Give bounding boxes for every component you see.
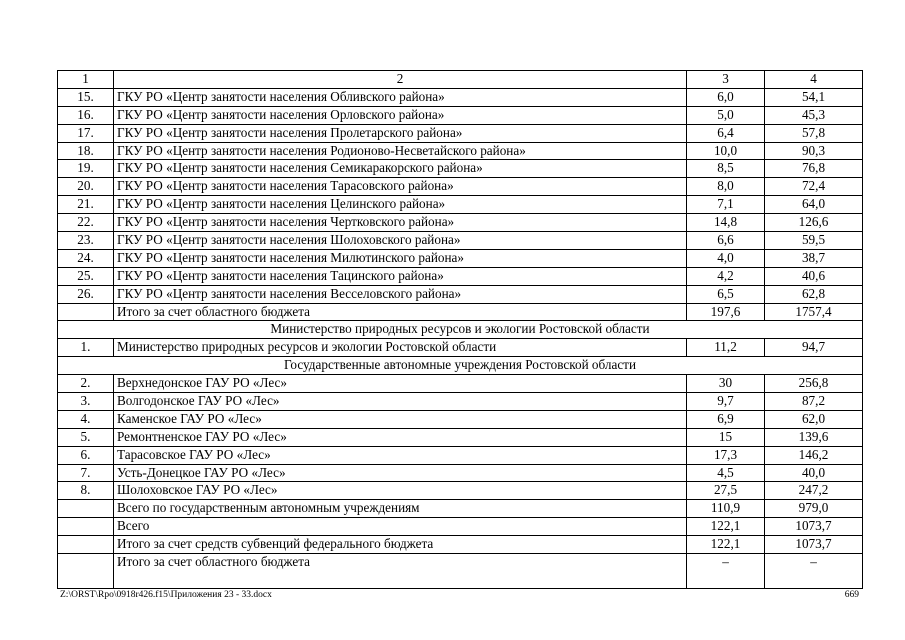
row-value-col4: 1073,7: [765, 518, 863, 536]
row-number: 7.: [58, 464, 114, 482]
row-name: Министерство природных ресурсов и экологии Ростовской области: [114, 339, 687, 357]
row-number: [58, 500, 114, 518]
row-value-col4: 1073,7: [765, 536, 863, 554]
row-value-col4: 40,6: [765, 267, 863, 285]
row-number: 18.: [58, 142, 114, 160]
row-number: 16.: [58, 106, 114, 124]
table-row: [58, 124, 863, 142]
row-number: 3.: [58, 393, 114, 411]
row-name: Итого за счет средств субвенций федерального бюджета: [114, 536, 687, 554]
table-row: [58, 106, 863, 124]
row-value-col4: 247,2: [765, 482, 863, 500]
row-value-col4: 62,8: [765, 285, 863, 303]
table-row: [58, 214, 863, 232]
row-value-col3: 4,5: [687, 464, 765, 482]
row-value-col4: 1757,4: [765, 303, 863, 321]
row-number: [58, 554, 114, 589]
row-value-col4: 54,1: [765, 88, 863, 106]
row-name: Тарасовское ГАУ РО «Лес»: [114, 446, 687, 464]
row-value-col4: 72,4: [765, 178, 863, 196]
row-value-col3: 110,9: [687, 500, 765, 518]
row-name: ГКУ РО «Центр занятости населения Тацинского района»: [114, 267, 687, 285]
row-value-col3: 27,5: [687, 482, 765, 500]
row-value-col3: 10,0: [687, 142, 765, 160]
table-row: [58, 267, 863, 285]
table-row: [58, 393, 863, 411]
row-value-col3: 14,8: [687, 214, 765, 232]
row-value-col3: 8,0: [687, 178, 765, 196]
row-value-col3: 4,0: [687, 249, 765, 267]
row-value-col3: 6,0: [687, 88, 765, 106]
row-name: ГКУ РО «Центр занятости населения Чертковского района»: [114, 214, 687, 232]
row-name: ГКУ РО «Центр занятости населения Шолоховского района»: [114, 232, 687, 250]
row-value-col4: 40,0: [765, 464, 863, 482]
table-row: [58, 500, 863, 518]
table-row: [58, 88, 863, 106]
row-name: ГКУ РО «Центр занятости населения Весселовского района»: [114, 285, 687, 303]
table-row: [58, 303, 863, 321]
table-row: [58, 554, 863, 589]
row-number: 22.: [58, 214, 114, 232]
row-value-col4: 146,2: [765, 446, 863, 464]
row-number: [58, 303, 114, 321]
row-value-col4: 126,6: [765, 214, 863, 232]
table-row: [58, 518, 863, 536]
row-value-col4: 62,0: [765, 410, 863, 428]
row-value-col4: 256,8: [765, 375, 863, 393]
row-name: Всего по государственным автономным учреждениям: [114, 500, 687, 518]
table-row: [58, 428, 863, 446]
row-number: 24.: [58, 249, 114, 267]
section-heading: Государственные автономные учреждения Ростовской области: [58, 357, 863, 375]
row-value-col3: 17,3: [687, 446, 765, 464]
row-value-col3: 30: [687, 375, 765, 393]
table-row: [58, 232, 863, 250]
row-number: [58, 536, 114, 554]
row-value-col4: 64,0: [765, 196, 863, 214]
row-name: Шолоховское ГАУ РО «Лес»: [114, 482, 687, 500]
budget-table: [57, 70, 863, 589]
row-number: 4.: [58, 410, 114, 428]
row-name: Ремонтненское ГАУ РО «Лес»: [114, 428, 687, 446]
row-name: ГКУ РО «Центр занятости населения Семикаракорского района»: [114, 160, 687, 178]
section-heading: Министерство природных ресурсов и экологии Ростовской области: [58, 321, 863, 339]
column-header-2: 2: [114, 71, 687, 89]
row-value-col4: 45,3: [765, 106, 863, 124]
table-row: [58, 446, 863, 464]
table-row: [58, 178, 863, 196]
section-heading-row: [58, 321, 863, 339]
row-value-col3: 11,2: [687, 339, 765, 357]
row-name: ГКУ РО «Центр занятости населения Обливского района»: [114, 88, 687, 106]
column-header-4: 4: [765, 71, 863, 89]
row-value-col3: 7,1: [687, 196, 765, 214]
row-value-col3: 6,5: [687, 285, 765, 303]
row-value-col3: –: [687, 554, 765, 589]
column-header-1: 1: [58, 71, 114, 89]
row-number: 20.: [58, 178, 114, 196]
row-name: ГКУ РО «Центр занятости населения Тарасовского района»: [114, 178, 687, 196]
table-row: [58, 142, 863, 160]
row-name: ГКУ РО «Центр занятости населения Целинского района»: [114, 196, 687, 214]
row-number: 1.: [58, 339, 114, 357]
table-row: [58, 375, 863, 393]
table-row: [58, 196, 863, 214]
row-value-col4: 59,5: [765, 232, 863, 250]
row-name: Волгодонское ГАУ РО «Лес»: [114, 393, 687, 411]
row-value-col3: 6,6: [687, 232, 765, 250]
table-row: [58, 285, 863, 303]
table-row: [58, 410, 863, 428]
table-header-row: [58, 71, 863, 89]
table-row: [58, 482, 863, 500]
row-number: 2.: [58, 375, 114, 393]
table-row: [58, 339, 863, 357]
table-row: [58, 249, 863, 267]
row-number: 5.: [58, 428, 114, 446]
row-number: 15.: [58, 88, 114, 106]
row-value-col3: 197,6: [687, 303, 765, 321]
row-value-col3: 8,5: [687, 160, 765, 178]
row-value-col4: 57,8: [765, 124, 863, 142]
footer-file-path: Z:\ORST\Rpo\0918r426.f15\Приложения 23 - 33.docx: [60, 590, 272, 600]
table-row: [58, 464, 863, 482]
row-name: ГКУ РО «Центр занятости населения Орловского района»: [114, 106, 687, 124]
row-name: ГКУ РО «Центр занятости населения Родионово-Несветайского района»: [114, 142, 687, 160]
table-row: [58, 536, 863, 554]
row-number: [58, 518, 114, 536]
row-name: Верхнедонское ГАУ РО «Лес»: [114, 375, 687, 393]
row-name: Всего: [114, 518, 687, 536]
row-number: 21.: [58, 196, 114, 214]
row-value-col3: 5,0: [687, 106, 765, 124]
row-value-col4: 38,7: [765, 249, 863, 267]
row-value-col4: 979,0: [765, 500, 863, 518]
row-value-col3: 122,1: [687, 518, 765, 536]
row-name: Усть-Донецкое ГАУ РО «Лес»: [114, 464, 687, 482]
row-value-col4: 90,3: [765, 142, 863, 160]
row-value-col3: 6,9: [687, 410, 765, 428]
row-value-col4: 87,2: [765, 393, 863, 411]
row-value-col3: 122,1: [687, 536, 765, 554]
footer-page-number: 669: [844, 590, 859, 600]
row-name: Итого за счет областного бюджета: [114, 303, 687, 321]
row-value-col4: 76,8: [765, 160, 863, 178]
row-number: 8.: [58, 482, 114, 500]
row-value-col3: 4,2: [687, 267, 765, 285]
column-header-3: 3: [687, 71, 765, 89]
table-row: [58, 160, 863, 178]
row-number: 17.: [58, 124, 114, 142]
row-number: 26.: [58, 285, 114, 303]
section-heading-row: [58, 357, 863, 375]
row-number: 23.: [58, 232, 114, 250]
row-value-col3: 6,4: [687, 124, 765, 142]
row-name: ГКУ РО «Центр занятости населения Милютинского района»: [114, 249, 687, 267]
row-value-col3: 9,7: [687, 393, 765, 411]
table-body: [58, 71, 863, 589]
row-value-col3: 15: [687, 428, 765, 446]
row-number: 19.: [58, 160, 114, 178]
row-number: 6.: [58, 446, 114, 464]
row-name: Каменское ГАУ РО «Лес»: [114, 410, 687, 428]
row-value-col4: 139,6: [765, 428, 863, 446]
row-name: ГКУ РО «Центр занятости населения Пролетарского района»: [114, 124, 687, 142]
row-value-col4: –: [765, 554, 863, 589]
row-number: 25.: [58, 267, 114, 285]
row-value-col4: 94,7: [765, 339, 863, 357]
row-name: Итого за счет областного бюджета: [114, 554, 687, 589]
